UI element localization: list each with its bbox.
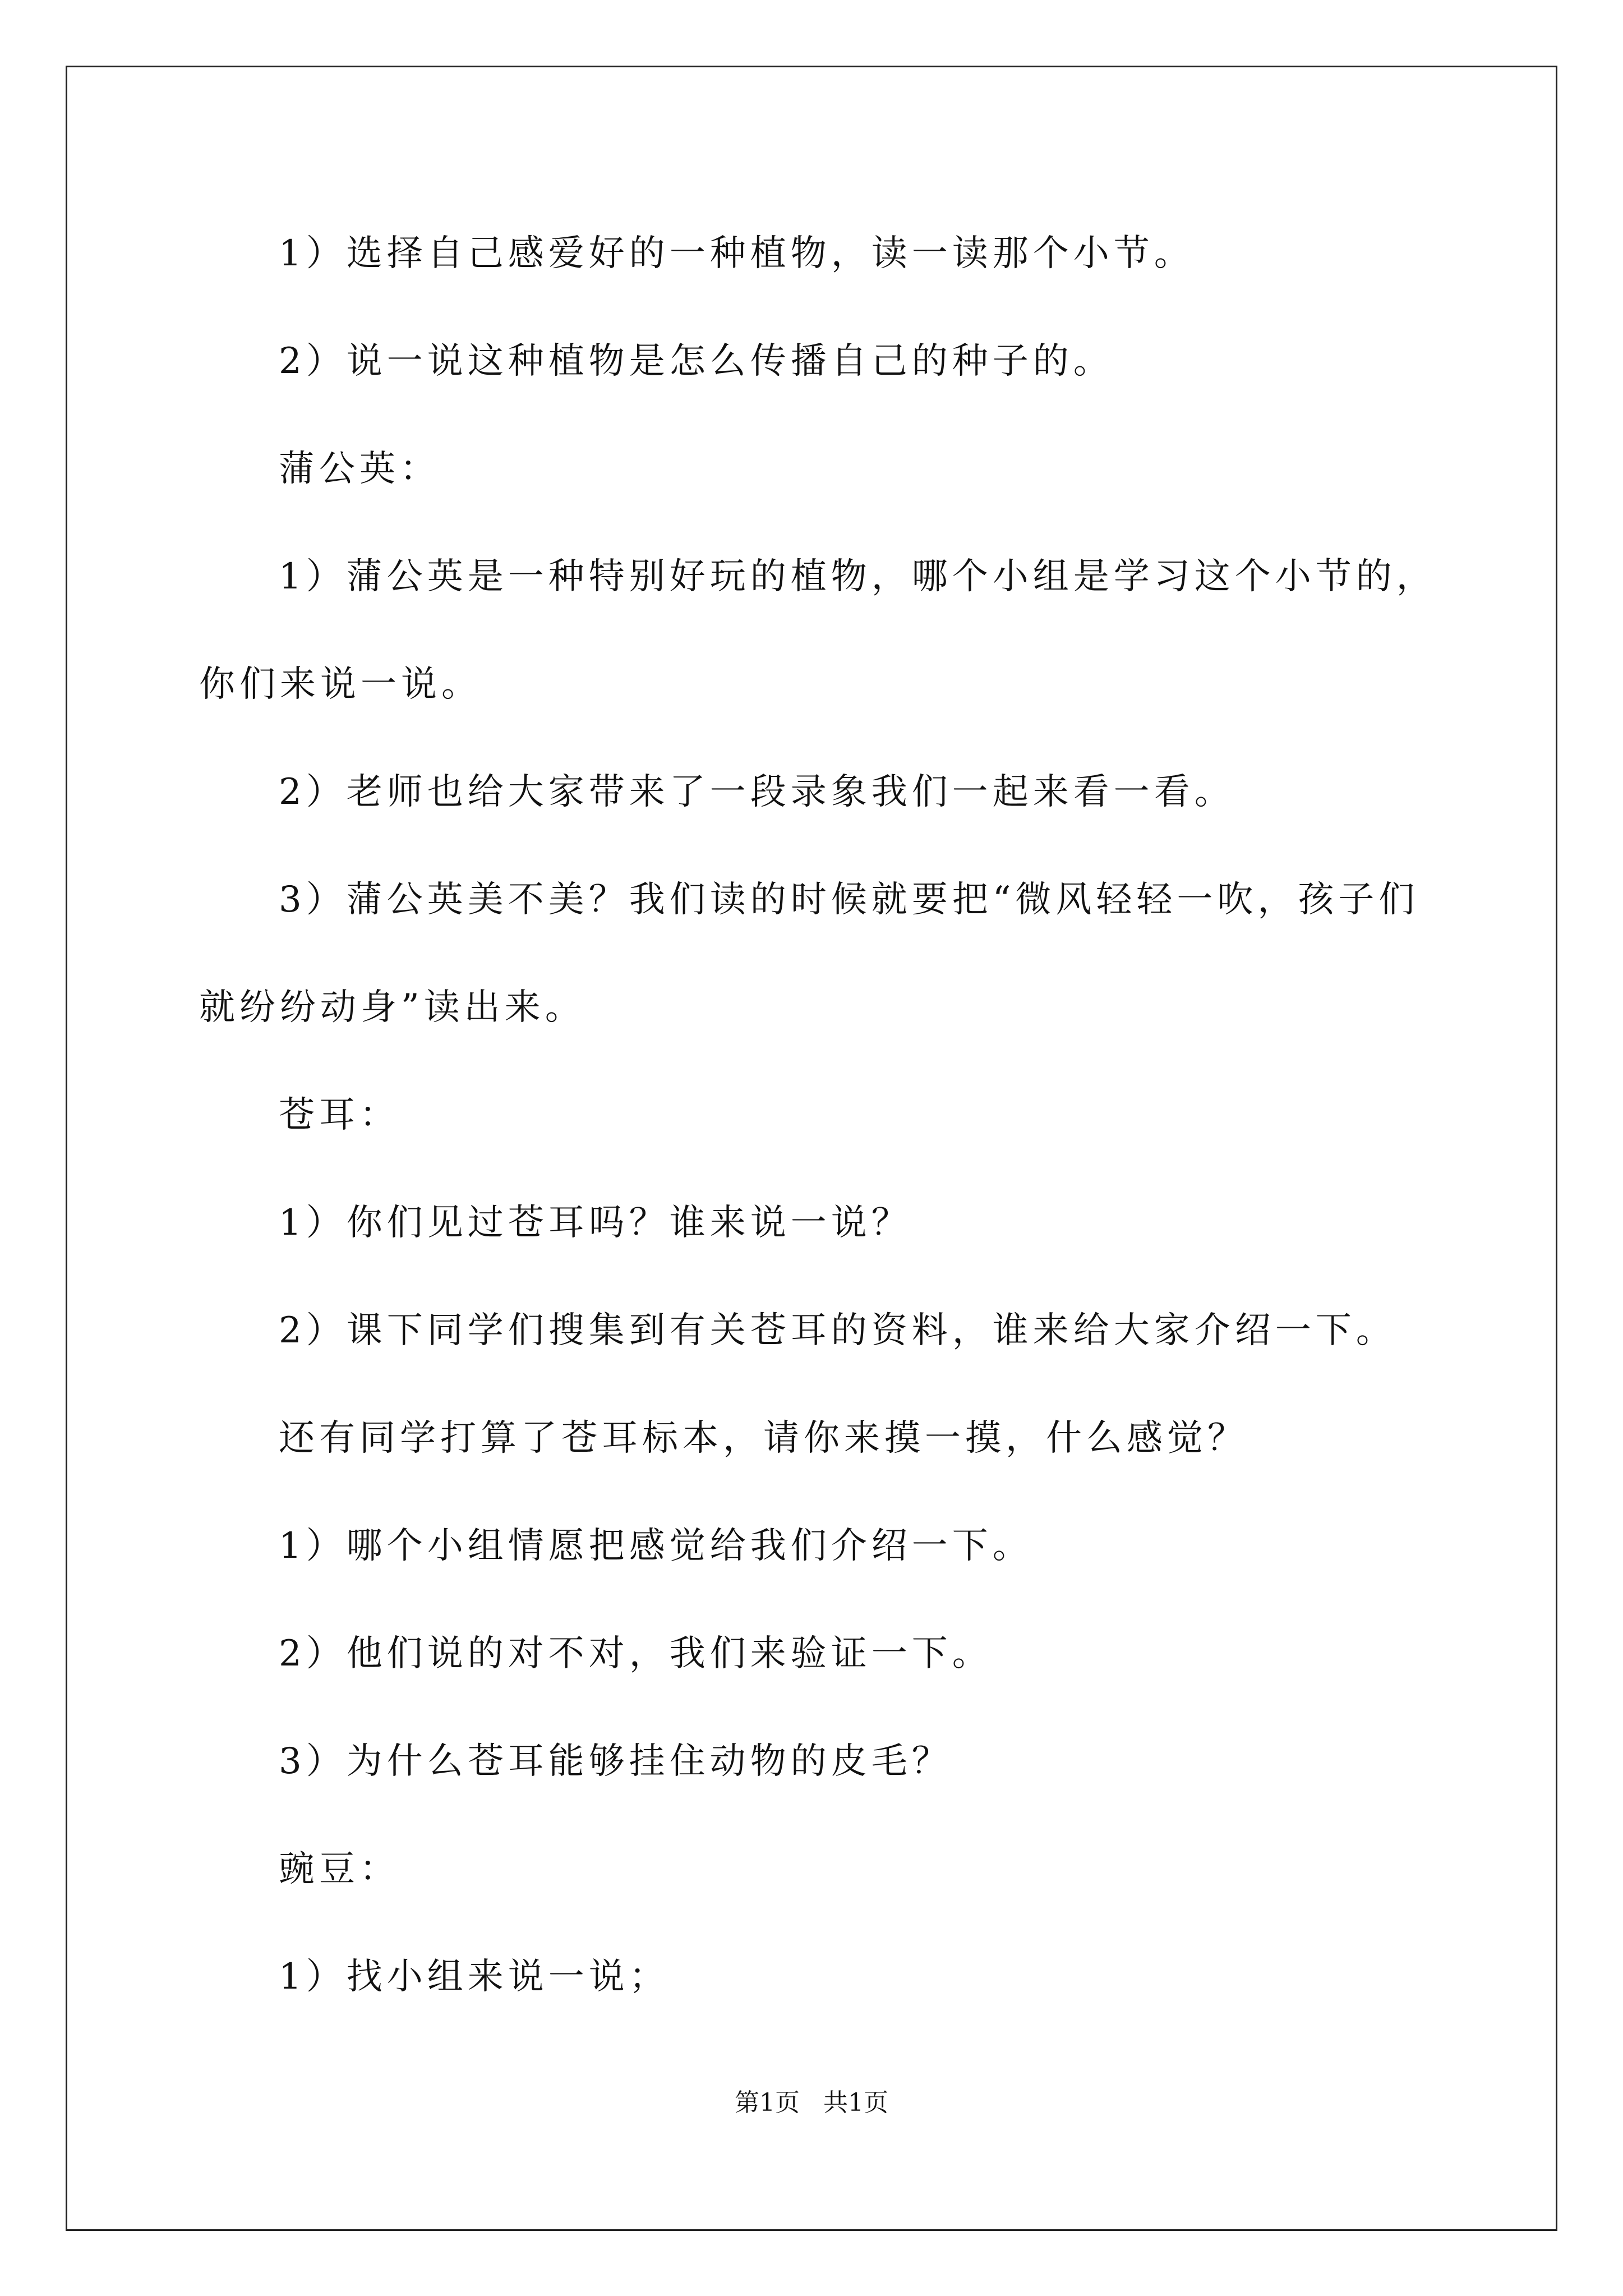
paragraph: 2）他们说的对不对，我们来验证一下。 — [279, 1633, 993, 1674]
page-number-footer: 第1页 共1页 — [735, 2088, 888, 2117]
paragraph: 1）找小组来说一说； — [279, 1956, 670, 1998]
paragraph-continuation: 你们来说一说。 — [199, 664, 482, 705]
paragraph: 2）课下同学们搜集到有关苍耳的资料，谁来给大家介绍一下。 — [279, 1310, 1396, 1351]
paragraph: 2）说一说这种植物是怎么传播自己的种子的。 — [279, 341, 1114, 382]
section-heading: 苍耳： — [279, 1094, 400, 1136]
section-heading: 蒲公英： — [279, 448, 440, 490]
paragraph: 2）老师也给大家带来了一段录象我们一起来看一看。 — [279, 771, 1235, 813]
page-border — [66, 66, 1557, 2231]
paragraph: 1）你们见过苍耳吗？谁来说一说？ — [279, 1202, 912, 1244]
paragraph: 还有同学打算了苍耳标本，请你来摸一摸，什么感觉？ — [279, 1418, 1248, 1459]
paragraph: 3）蒲公英美不美？我们读的时候就要把“微风轻轻一吹，孩子们 — [279, 879, 1419, 921]
paragraph-continuation: 就纷纷动身”读出来。 — [199, 987, 585, 1028]
section-heading: 豌豆： — [279, 1848, 400, 1890]
paragraph: 3）为什么苍耳能够挂住动物的皮毛？ — [279, 1741, 952, 1782]
paragraph: 1）选择自己感爱好的一种植物，读一读那个小节。 — [279, 233, 1195, 274]
paragraph: 1）蒲公英是一种特别好玩的植物，哪个小组是学习这个小节的， — [279, 556, 1437, 597]
paragraph: 1）哪个小组情愿把感觉给我们介绍一下。 — [279, 1525, 1033, 1567]
